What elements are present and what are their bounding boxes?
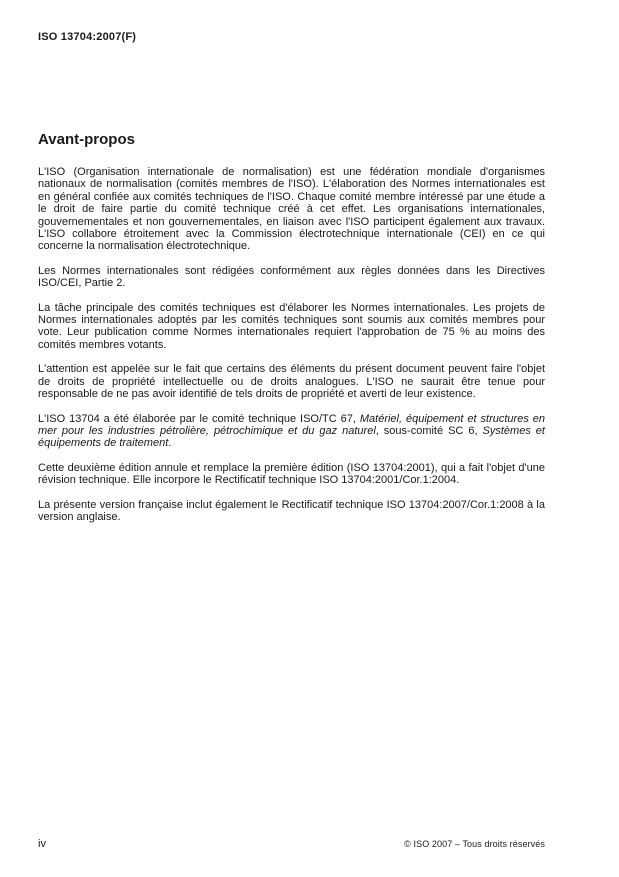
copyright-notice: © ISO 2007 – Tous droits réservés bbox=[404, 839, 545, 849]
page-footer bbox=[38, 838, 545, 850]
paragraph-directives: Les Normes internationales sont rédigées conformément aux règles données dans les Directives ISO/CEI, Partie 2. bbox=[38, 264, 545, 290]
page-content bbox=[38, 131, 545, 535]
paragraph-segment: , sous-comité SC 6, bbox=[375, 424, 483, 437]
paragraph-segment-italic: Matériel, équipement et structures en mer pour les industries pétrolière, pétrochimique et du gaz naturel bbox=[38, 412, 545, 437]
paragraph-second-edition: Cette deuxième édition annule et remplace la première édition (ISO 13704:2001), qui a fait l'objet d'une révision technique. Elle incorpore le Rectificatif technique ISO 13704:2001/Cor.1:2004. bbox=[38, 461, 545, 487]
document-reference: ISO 13704:2007(F) bbox=[38, 31, 137, 43]
page-number: iv bbox=[38, 838, 46, 850]
paragraph-patent-rights: L'attention est appelée sur le fait que certains des éléments du présent document peuvent faire l'objet de droits de propriété intellectuelle ou de droits analogues. L'ISO ne saurait être tenue pour responsable de ne pas avoir identifié de tels droits de propriété et averti de leur existence. bbox=[38, 363, 545, 401]
paragraph-french-version: La présente version française inclut également le Rectificatif technique ISO 13704:2007/Cor.1:2008 à la version anglaise. bbox=[38, 498, 545, 523]
body-text bbox=[38, 166, 545, 523]
paragraph-segment-italic: Systèmes et équipements de traitement bbox=[38, 424, 545, 450]
paragraph-task-committees: La tâche principale des comités techniques est d'élaborer les Normes internationales. Les projets de Normes internationales adoptés par les comités techniques sont soumis aux comités membres pour vote. Leur publication comme Normes internationales requiert l'approbation de 75 % au moins des comités membres votants. bbox=[38, 301, 545, 351]
paragraph-segment: L'ISO 13704 a été élaborée par le comité technique ISO/TC 67, bbox=[38, 412, 360, 425]
paragraph-technical-committee bbox=[38, 413, 545, 450]
paragraph-segment: . bbox=[168, 437, 172, 450]
section-title: Avant-propos bbox=[38, 131, 135, 148]
paragraph-iso-federation: L'ISO (Organisation internationale de normalisation) est une fédération mondiale d'organismes nationaux de normalisation (comités membres de l'ISO). L'élaboration des Normes internationales est en général confiée aux comités techniques de l'ISO. Chaque comité membre intéressé par une étude a le droit de faire partie du comité technique créé à cet effet. Les organisations internationales, gouvernementales et non gouvernementales, en liaison avec l'ISO participent également aux travaux. L'ISO collabore étroitement avec la Commission électrotechnique internationale (CEI) en ce qui concerne la normalisation électrotechnique. bbox=[38, 166, 545, 253]
